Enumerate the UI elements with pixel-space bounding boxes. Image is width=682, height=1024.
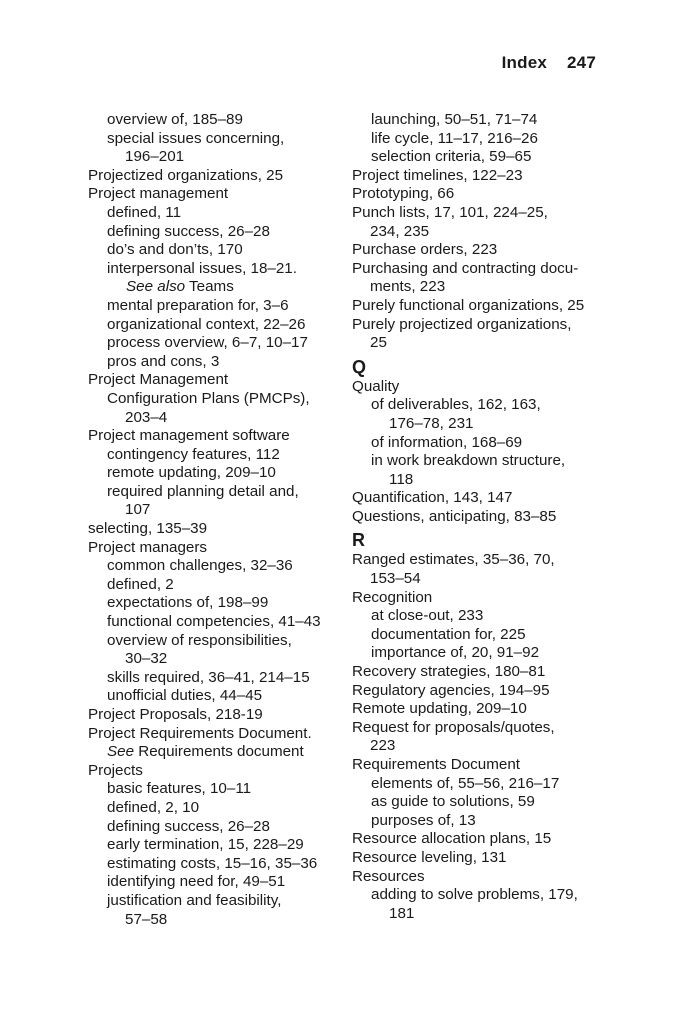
page-number: 247 <box>567 53 596 72</box>
index-entry <box>352 830 614 849</box>
entry-text: selection criteria, 59–65 <box>371 148 532 166</box>
entry-text: documentation for, 225 <box>371 625 526 643</box>
entry-text: defined, 2 <box>107 575 174 593</box>
entry-text: identifying need for, 49–51 <box>107 873 286 891</box>
see-reference: See <box>107 743 135 761</box>
entry-continuation: 107 <box>125 501 151 519</box>
index-subentry <box>88 278 350 297</box>
index-column-right <box>352 111 614 923</box>
index-entry <box>352 185 614 204</box>
entry-text: Project Proposals, 218-19 <box>88 706 263 723</box>
index-subentry <box>352 396 614 433</box>
entry-text: Projects <box>88 761 143 779</box>
entry-text: Project management software <box>88 427 290 445</box>
entry-text: purposes of, 13 <box>371 811 476 829</box>
index-subentry <box>88 557 350 576</box>
entry-text: at close-out, 233 <box>371 607 484 625</box>
index-entry <box>352 297 614 316</box>
entry-continuation: 181 <box>389 904 415 922</box>
entry-continuation: 203–4 <box>125 408 168 426</box>
index-entry <box>352 589 614 608</box>
index-subentry <box>88 111 350 130</box>
index-entry <box>352 260 614 297</box>
entry-text: unofficial duties, 44–45 <box>107 687 263 705</box>
index-subentry <box>88 241 350 260</box>
index-entry <box>352 508 614 527</box>
index-subentry <box>352 148 614 167</box>
index-subentry <box>352 626 614 645</box>
entry-text: skills required, 36–41, 214–15 <box>107 668 310 686</box>
entry-text: estimating costs, 15–16, 35–36 <box>107 854 318 872</box>
entry-text: interpersonal issues, 18–21. <box>107 259 297 277</box>
entry-text: process overview, 6–7, 10–17 <box>107 334 308 352</box>
entry-text: Purchase orders, 223 <box>352 241 498 259</box>
entry-text: Quantification, 143, 147 <box>352 489 513 507</box>
entry-continuation: 176–78, 231 <box>389 414 474 432</box>
entry-text: mental preparation for, 3–6 <box>107 296 289 314</box>
index-subentry <box>88 743 350 762</box>
entry-text: adding to solve problems, 179, <box>371 886 578 904</box>
index-entry <box>88 185 350 204</box>
index-entry <box>88 539 350 558</box>
index-subentry <box>88 130 350 167</box>
index-entry <box>352 204 614 241</box>
entry-continuation: 153–54 <box>370 570 421 588</box>
index-subentry <box>352 111 614 130</box>
entry-text: Project managers <box>88 538 208 556</box>
index-entry <box>352 849 614 868</box>
index-subentry <box>88 687 350 706</box>
entry-text: of information, 168–69 <box>371 433 523 451</box>
index-subentry <box>88 780 350 799</box>
index-subentry <box>88 334 350 353</box>
index-entry <box>352 682 614 701</box>
index-entry <box>352 700 614 719</box>
index-subentry <box>352 886 614 923</box>
entry-text: basic features, 10–11 <box>107 780 252 798</box>
index-subentry <box>88 446 350 465</box>
index-entry <box>352 663 614 682</box>
entry-text: Configuration Plans (PMCPs), <box>107 389 310 407</box>
entry-continuation: 30–32 <box>125 650 168 668</box>
index-subentry <box>88 353 350 372</box>
index-entry <box>352 241 614 260</box>
entry-text: organizational context, 22–26 <box>107 315 306 333</box>
index-subentry <box>88 818 350 837</box>
entry-text: do’s and don’ts, 170 <box>107 241 243 259</box>
entry-text: Project timelines, 122–23 <box>352 166 523 184</box>
entry-text: Project management <box>88 185 229 203</box>
index-subentry <box>88 316 350 335</box>
entry-continuation: 57–58 <box>125 910 168 928</box>
entry-text: Purely projectized organizations, <box>352 315 572 333</box>
entry-text: justification and feasibility, <box>107 891 282 909</box>
entry-text: Request for proposals/quotes, <box>352 718 555 736</box>
entry-text: Projectized organizations, 25 <box>88 166 284 184</box>
entry-text: Resource leveling, 131 <box>352 848 507 866</box>
entry-text: functional competencies, 41–43 <box>107 613 321 631</box>
index-subentry <box>88 594 350 613</box>
index-entry <box>88 427 350 446</box>
index-section-letter: Q <box>352 356 367 377</box>
entry-text: Ranged estimates, 35–36, 70, <box>352 551 555 569</box>
entry-text: common challenges, 32–36 <box>107 557 293 575</box>
entry-text: remote updating, 209–10 <box>107 464 276 482</box>
running-header <box>502 53 596 73</box>
entry-text: Resources <box>352 867 425 885</box>
entry-text: defining success, 26–28 <box>107 222 270 240</box>
entry-text: launching, 50–51, 71–74 <box>371 111 538 128</box>
index-subentry <box>88 855 350 874</box>
entry-text: Prototyping, 66 <box>352 185 455 203</box>
entry-text: Recognition <box>352 588 433 606</box>
entry-text: expectations of, 198–99 <box>107 594 269 612</box>
entry-text: of deliverables, 162, 163, <box>371 396 541 414</box>
index-entry <box>352 868 614 887</box>
index-subentry <box>88 576 350 595</box>
entry-continuation: 25 <box>370 334 387 352</box>
entry-text: Remote updating, 209–10 <box>352 700 527 718</box>
entry-continuation: 234, 235 <box>370 222 430 240</box>
index-entry <box>88 167 350 186</box>
index-subentry <box>352 812 614 831</box>
index-entry <box>352 489 614 508</box>
entry-text: Requirements document <box>134 743 304 761</box>
entry-text: Purchasing and contracting docu- <box>352 259 579 277</box>
entry-text: Recovery strategies, 180–81 <box>352 663 546 681</box>
entry-text: Questions, anticipating, 83–85 <box>352 507 557 525</box>
entry-text: defining success, 26–28 <box>107 817 270 835</box>
index-entry <box>352 756 614 775</box>
entry-text: Project Management <box>88 371 229 389</box>
entry-text: Resource allocation plans, 15 <box>352 830 552 848</box>
entry-text: elements of, 55–56, 216–17 <box>371 774 560 792</box>
entry-text: overview of responsibilities, <box>107 631 292 649</box>
index-subentry <box>352 607 614 626</box>
index-entry <box>88 520 350 539</box>
index-entry <box>352 719 614 756</box>
index-subentry <box>88 483 350 520</box>
index-section-letter: R <box>352 530 365 551</box>
index-entry <box>88 706 350 725</box>
see-reference: See also <box>126 278 186 296</box>
entry-text: in work breakdown structure, <box>371 452 566 470</box>
entry-text: overview of, 185–89 <box>107 111 243 128</box>
index-subentry <box>352 130 614 149</box>
entry-text: as guide to solutions, 59 <box>371 793 535 811</box>
index-subentry <box>88 390 350 427</box>
index-subentry <box>88 613 350 632</box>
index-subentry <box>88 799 350 818</box>
index-column-left <box>88 111 350 929</box>
entry-text: defined, 11 <box>107 203 182 221</box>
index-subentry <box>352 452 614 489</box>
index-subentry <box>88 669 350 688</box>
entry-text: Regulatory agencies, 194–95 <box>352 681 550 699</box>
entry-text: life cycle, 11–17, 216–26 <box>371 129 538 147</box>
entry-continuation: ments, 223 <box>370 278 446 296</box>
index-entry <box>88 762 350 781</box>
index-subentry <box>352 775 614 794</box>
index-entry <box>88 725 350 744</box>
entry-continuation: 196–201 <box>125 148 185 166</box>
index-subentry <box>88 464 350 483</box>
index-subentry <box>88 223 350 242</box>
index-subentry <box>352 644 614 663</box>
entry-text: selecting, 135–39 <box>88 520 208 538</box>
index-subentry <box>88 836 350 855</box>
entry-text: Quality <box>352 377 400 395</box>
entry-text: defined, 2, 10 <box>107 798 200 816</box>
entry-continuation: 118 <box>389 470 414 488</box>
entry-text: Purely functional organizations, 25 <box>352 296 585 314</box>
entry-text: Project Requirements Document. <box>88 724 312 742</box>
entry-text: required planning detail and, <box>107 482 299 500</box>
section-title: Index <box>501 53 548 72</box>
index-entry <box>352 378 614 397</box>
entry-text: pros and cons, 3 <box>107 352 220 370</box>
index-subentry <box>352 434 614 453</box>
entry-text: Punch lists, 17, 101, 224–25, <box>352 203 548 221</box>
index-subentry <box>88 892 350 929</box>
entry-text: special issues concerning, <box>107 129 285 147</box>
entry-continuation: 223 <box>370 737 396 755</box>
index-subentry <box>88 873 350 892</box>
index-subentry <box>88 297 350 316</box>
index-entry <box>352 316 614 353</box>
index-entry <box>88 371 350 390</box>
index-subentry <box>352 793 614 812</box>
index-subentry <box>88 204 350 223</box>
index-entry <box>352 167 614 186</box>
index-subentry <box>88 260 350 279</box>
entry-text: Teams <box>185 278 234 296</box>
entry-text: Requirements Document <box>352 756 520 773</box>
entry-text: importance of, 20, 91–92 <box>371 644 540 662</box>
entry-text: contingency features, 112 <box>107 445 280 463</box>
index-entry <box>352 551 614 588</box>
index-subentry <box>88 632 350 669</box>
entry-text: early termination, 15, 228–29 <box>107 836 304 854</box>
